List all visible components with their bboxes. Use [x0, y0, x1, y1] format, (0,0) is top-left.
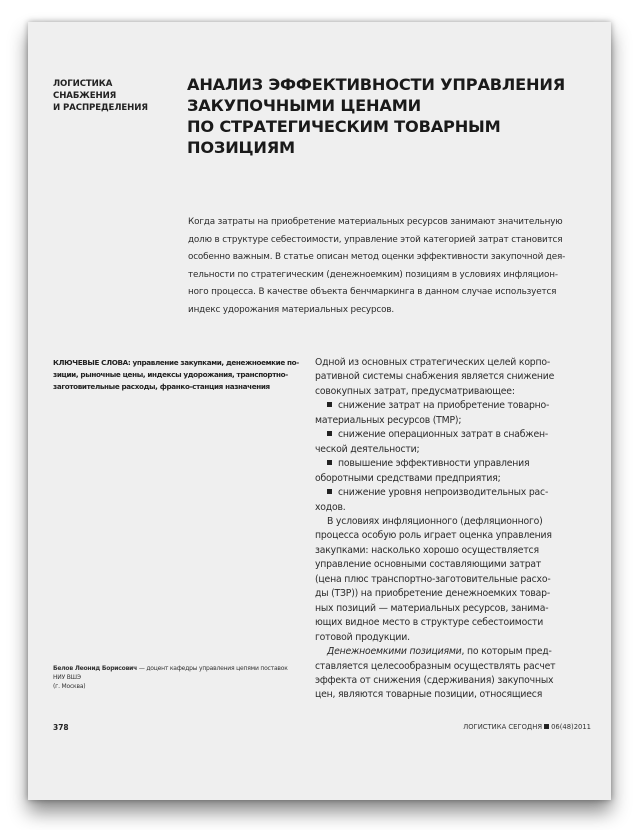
- abstract-line: Когда затраты на приобретение материальных ресурсов занимают значительную: [188, 217, 563, 227]
- bullet-line: оборотными средствами предприятия;: [315, 472, 501, 484]
- paragraph-line: ющих видное место в структуре себестоимости: [315, 617, 544, 629]
- italic-term: Денежноемкими позициями: [327, 646, 462, 658]
- square-bullet-icon: [327, 460, 332, 465]
- keywords-line: заготовительные расходы, франко-станция назначения: [53, 382, 270, 391]
- paragraph-line: ды (ТЗР)) на приобретение денежноемких товар-: [315, 588, 551, 600]
- paragraph-line: ставляется целесообразным осуществлять расчет: [315, 660, 556, 672]
- body-line: совокупных затрат, предусматривающее:: [315, 385, 515, 397]
- title-line-4: ПОЗИЦИЯМ: [187, 138, 295, 157]
- abstract-line: тельности по стратегическим (денежноемким) позициям в условиях инфляцион-: [188, 269, 558, 280]
- author-description: — доцент кафедры управления цепями поставок НИУ ВШЭ: [53, 665, 288, 681]
- bullet-item: [315, 457, 575, 471]
- keywords: [53, 357, 303, 393]
- square-bullet-icon: [327, 431, 332, 436]
- abstract-line: ного процесса. В качестве объекта бенчмаркинга в данном случае используется: [188, 287, 557, 297]
- bullet-line: повышение эффективности управления: [338, 458, 530, 470]
- abstract-line: особенно важным. В статье описан метод оценки эффективности закупочной дея-: [188, 252, 566, 262]
- section-label-line-1: ЛОГИСТИКА СНАБЖЕНИЯ: [53, 79, 117, 101]
- title-line-3: ПО СТРАТЕГИЧЕСКИМ ТОВАРНЫМ: [187, 117, 501, 136]
- paragraph-line: В условиях инфляционного (дефляционного): [327, 515, 543, 527]
- bullet-line: ческой деятельности;: [315, 443, 420, 455]
- bullet-line: ходов.: [315, 501, 346, 513]
- body-text: [315, 356, 575, 703]
- bullet-line: снижение затрат на приобретение товарно-: [338, 400, 550, 412]
- paragraph-text: , по которым пред-: [461, 646, 552, 658]
- body-line: ративной системы снабжения является снижение: [315, 371, 555, 383]
- paragraph-line: [315, 645, 575, 659]
- square-separator-icon: [544, 724, 549, 729]
- journal-issue: 06(48)2011: [551, 723, 591, 731]
- author-line: [53, 664, 293, 682]
- paragraph-line: управление основными составляющими затрат: [315, 559, 542, 571]
- bullet-item: [315, 486, 575, 500]
- author-name: Белов Леонид Борисович: [53, 665, 138, 672]
- square-bullet-icon: [327, 489, 332, 494]
- paragraph-line: эффекта от снижения (сдерживания) закупочных: [315, 674, 554, 686]
- journal-name: ЛОГИСТИКА СЕГОДНЯ: [463, 723, 543, 731]
- section-label: [53, 78, 173, 114]
- keywords-line: зиции, рыночные цены, индексы удорожания, транспортно-: [53, 370, 288, 379]
- bullet-line: снижение операционных затрат в снабжен-: [338, 429, 549, 441]
- article-title: [187, 74, 567, 158]
- title-line-1: АНАЛИЗ ЭФФЕКТИВНОСТИ УПРАВЛЕНИЯ: [187, 75, 565, 94]
- abstract-line: индекс удорожания материальных ресурсов.: [188, 304, 395, 315]
- keywords-line: КЛЮЧЕВЫЕ СЛОВА: управление закупками, денежноемкие по-: [53, 358, 299, 367]
- body-line: Одной из основных стратегических целей корпо-: [315, 357, 551, 368]
- paragraph-line: закупками: насколько хорошо осуществляется: [315, 544, 539, 556]
- section-label-line-2: И РАСПРЕДЕЛЕНИЯ: [53, 103, 148, 113]
- title-line-2: ЗАКУПОЧНЫМИ ЦЕНАМИ: [187, 96, 421, 115]
- author-info: [53, 664, 293, 691]
- square-bullet-icon: [327, 402, 332, 407]
- paragraph-line: ных позиций — материальных ресурсов, занима-: [315, 602, 549, 614]
- bullet-item: [315, 399, 575, 413]
- author-city: (г. Москва): [53, 683, 86, 690]
- bullet-line: материальных ресурсов (ТМР);: [315, 414, 462, 426]
- bullet-line: снижение уровня непроизводительных рас-: [338, 487, 549, 499]
- bullet-item: [315, 428, 575, 442]
- abstract: [188, 214, 566, 319]
- page-number: 378: [53, 723, 69, 732]
- abstract-line: долю в структуре себестоимости, управление этой категорией затрат становится: [188, 234, 563, 245]
- paragraph-line: готовой продукции.: [315, 631, 410, 643]
- journal-footer: [463, 723, 591, 731]
- paragraph-line: цен, являются товарные позиции, относящиеся: [315, 689, 543, 701]
- paragraph-line: процесса особую роль играет оценка управления: [315, 530, 552, 542]
- paragraph-line: (цена плюс транспортно-заготовительные расхо-: [315, 573, 551, 585]
